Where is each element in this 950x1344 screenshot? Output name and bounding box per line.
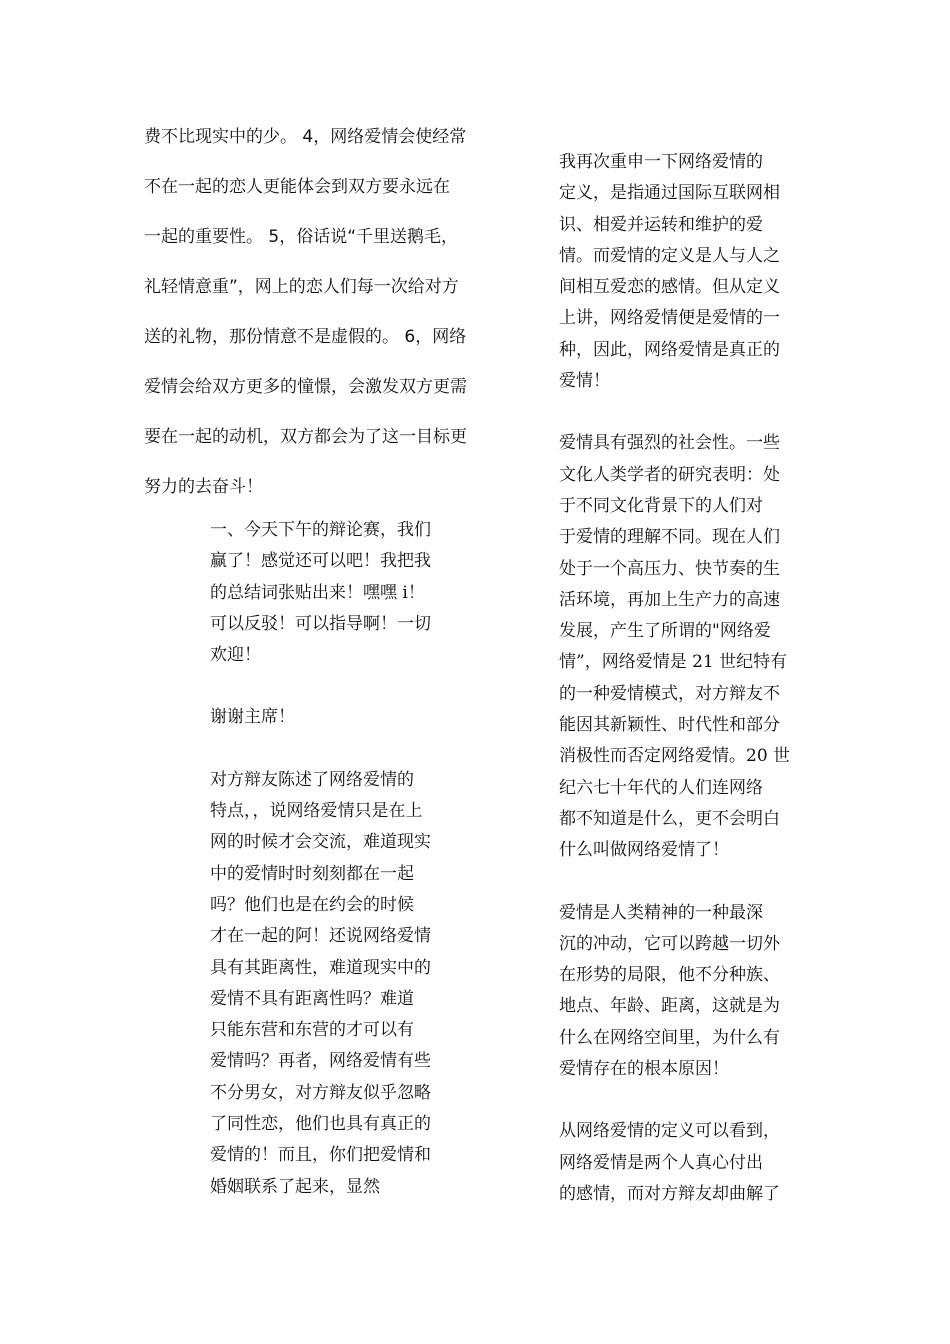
text-line: 文化人类学者的研究表明：处 [559,464,780,485]
paragraph-rebuttal [210,768,466,1206]
text-line: 赢了！感觉还可以吧！我把我 [210,551,431,572]
paragraph-debate-intro [210,518,466,674]
text-line: 爱情吗？再者，网络爱情有些 [210,1051,431,1072]
text-line: 情。而爱情的定义是人与人之 [559,245,780,266]
left-top-paragraph [144,126,467,526]
text-line: 吗？他们也是在约会的时候 [210,894,414,915]
text-line: 中的爱情时时刻刻都在一起 [210,863,414,884]
text-line: 爱情会给双方更多的憧憬，会激发双方更需 [144,377,467,397]
text-line: 于爱情的理解不同。现在人们 [559,527,780,548]
text-line: 要在一起的动机，双方都会为了这一目标更 [144,427,467,447]
paragraph-text [144,126,467,526]
left-indented-column [210,518,466,1206]
text-line: 间相互爱恋的感情。但从定义 [559,277,780,298]
text-line: 特点，，说网络爱情只是在上 [210,801,423,822]
paragraph-definition [559,150,815,400]
text-line: 识、相爱并运转和维护的爱 [559,214,763,235]
text-line: 发展，产生了所谓的"网络爱 [559,621,771,642]
text-line: 上讲，网络爱情便是爱情的一 [559,308,780,329]
paragraph-social [559,431,815,869]
text-line: 活环境，再加上生产力的高速 [559,589,780,610]
paragraph-human-spirit [559,901,815,1089]
text-line: 可以反驳！可以指导啊！一切 [210,613,431,634]
text-line: 爱情是人类精神的一种最深 [559,902,763,923]
paragraph-sincere-feelings [559,1119,815,1213]
text-line: 的一种爱情模式，对方辩友不 [559,683,780,704]
paragraph-spacer [559,400,815,431]
paragraph-spacer [210,674,466,705]
text-line: 种，因此，网络爱情是真正的 [559,339,780,360]
text-line: 谢谢主席！ [210,707,295,728]
text-line: 网络爱情是两个人真心付出 [559,1152,763,1173]
paragraph-spacer [559,870,815,901]
text-line: 才在一起的阿！还说网络爱情 [210,926,431,947]
text-line: 都不知道是什么，更不会明白 [559,808,780,829]
text-line: 什么叫做网络爱情了！ [559,840,729,861]
text-line: 在形势的局限，他不分种族、 [559,965,780,986]
text-line: 不分男女，对方辩友似乎忽略 [210,1082,431,1103]
text-line: 欢迎！ [210,645,261,666]
paragraph-thanks [210,705,466,736]
text-line: 爱情！ [559,371,610,392]
text-line: 处于一个高压力、快节奏的生 [559,558,780,579]
right-column [559,150,815,1213]
text-line: 一起的重要性。 5，俗话说“千里送鹅毛， [144,227,459,247]
text-line: 什么在网络空间里，为什么有 [559,1027,780,1048]
text-line: 礼轻情意重”，网上的恋人们每一次给对方 [144,277,459,297]
text-line: 的感情，而对方辩友却曲解了 [559,1183,780,1204]
text-line: 不在一起的恋人更能体会到双方要永远在 [144,177,450,197]
text-line: 爱情具有强烈的社会性。一些 [559,433,780,454]
text-line: 地点、年龄、距离，这就是为 [559,996,780,1017]
text-line: 于不同文化背景下的人们对 [559,495,763,516]
text-line: 对方辩友陈述了网络爱情的 [210,769,414,790]
text-line: 一、今天下午的辩论赛，我们 [210,520,431,540]
text-line: 沉的冲动，它可以跨越一切外 [559,933,780,954]
text-line: 爱情不具有距离性吗？难道 [210,988,414,1009]
text-line: 具有其距离性，难道现实中的 [210,957,431,978]
text-line: 纪六七十年代的人们连网络 [559,777,763,798]
text-line: 婚姻联系了起来，显然 [210,1176,380,1197]
text-line: 只能东营和东营的才可以有 [210,1020,414,1041]
text-line: 费不比现实中的少。 4，网络爱情会使经常 [144,127,467,147]
text-line: 我再次重申一下网络爱情的 [559,152,763,172]
text-line: 努力的去奋斗！ [144,477,263,497]
text-line: 的总结词张贴出来！嘿嘿 i！ [210,582,425,603]
text-line: 送的礼物，那份情意不是虚假的。 6，网络 [144,327,467,347]
text-line: 了同性恋，他们也具有真正的 [210,1114,431,1135]
text-line: 能因其新颖性、时代性和部分 [559,715,780,736]
text-line: 消极性而否定网络爱情。20 世 [559,746,791,767]
text-line: 定义，是指通过国际互联网相 [559,183,780,204]
paragraph-spacer [559,1088,815,1119]
text-line: 从网络爱情的定义可以看到， [559,1121,780,1142]
text-line: 情”，网络爱情是 21 世纪特有 [559,652,788,673]
text-line: 爱情存在的根本原因！ [559,1059,729,1080]
text-line: 网的时候才会交流，难道现实 [210,832,431,853]
text-line: 爱情的！而且，你们把爱情和 [210,1145,431,1166]
paragraph-spacer [210,737,466,768]
